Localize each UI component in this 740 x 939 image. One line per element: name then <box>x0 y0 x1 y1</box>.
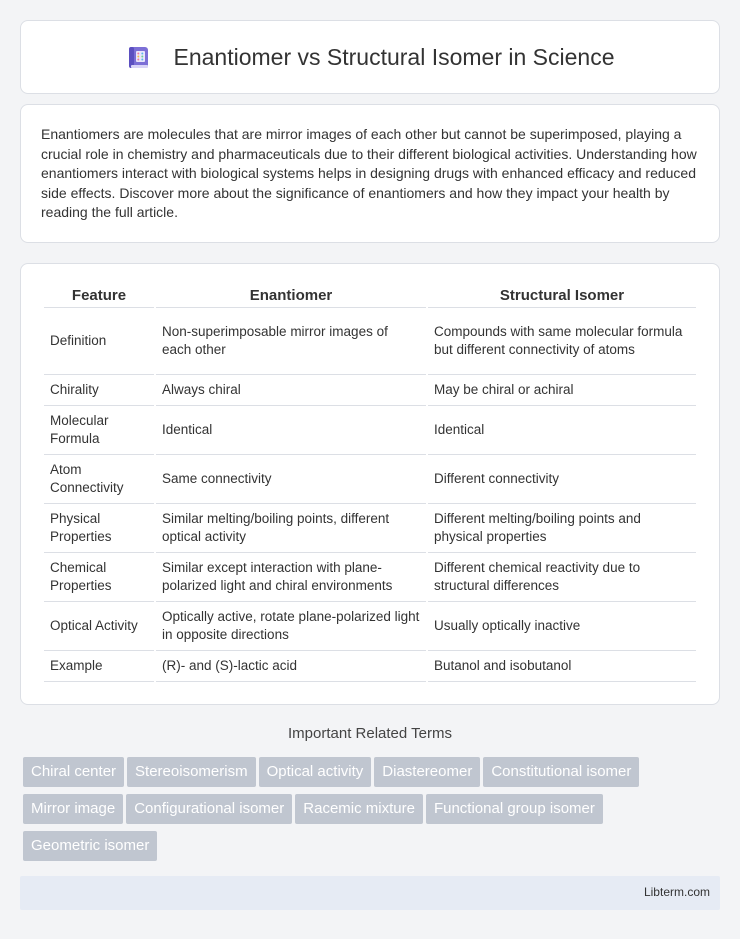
table-cell: Usually optically inactive <box>428 602 696 651</box>
table-row <box>44 651 696 682</box>
table-cell: (R)- and (S)-lactic acid <box>156 651 426 682</box>
comparison-card <box>20 263 720 705</box>
tag-racemic-mixture[interactable]: Racemic mixture <box>295 794 423 824</box>
table-cell: Compounds with same molecular formula but different connectivity of atoms <box>428 308 696 375</box>
column-header-structural-isomer: Structural Isomer <box>428 284 696 308</box>
related-terms-list <box>23 757 723 868</box>
table-cell: Identical <box>428 406 696 455</box>
table-row <box>44 602 696 651</box>
tag-chiral-center[interactable]: Chiral center <box>23 757 124 787</box>
intro-card <box>20 104 720 243</box>
table-cell: Atom Connectivity <box>44 455 154 504</box>
intro-text: Enantiomers are molecules that are mirror images of each other but cannot be superimposed, playing a crucial role in chemistry and pharmaceuticals due to their different biological activities. Understanding how enantiomers interact with biological systems helps in designing drugs with enhanced efficacy and reduced side effects. Discover more about the significance of enantiomers and how they impact your health by reading the full article. <box>41 126 697 221</box>
table-cell: Molecular Formula <box>44 406 154 455</box>
table-cell: Optical Activity <box>44 602 154 651</box>
table-cell: Optically active, rotate plane-polarized light in opposite directions <box>156 602 426 651</box>
tag-constitutional-isomer[interactable]: Constitutional isomer <box>483 757 639 787</box>
tag-diastereomer[interactable]: Diastereomer <box>374 757 480 787</box>
tag-geometric-isomer[interactable]: Geometric isomer <box>23 831 157 861</box>
table-cell: May be chiral or achiral <box>428 375 696 406</box>
table-cell: Chirality <box>44 375 154 406</box>
table-cell: Different connectivity <box>428 455 696 504</box>
footer <box>20 876 720 910</box>
table-row <box>44 504 696 553</box>
table-row <box>44 406 696 455</box>
comparison-table <box>42 284 698 682</box>
column-header-feature: Feature <box>44 284 154 308</box>
table-cell: Non-superimposable mirror images of each other <box>156 308 426 375</box>
book-icon <box>125 44 151 70</box>
table-row <box>44 455 696 504</box>
table-cell: Different chemical reactivity due to structural differences <box>428 553 696 602</box>
table-cell: Identical <box>156 406 426 455</box>
table-row <box>44 308 696 375</box>
table-cell: Same connectivity <box>156 455 426 504</box>
table-row <box>44 553 696 602</box>
table-cell: Physical Properties <box>44 504 154 553</box>
footer-site-link[interactable]: Libterm.com <box>643 885 710 899</box>
header-card <box>20 20 720 94</box>
table-cell: Chemical Properties <box>44 553 154 602</box>
tag-mirror-image[interactable]: Mirror image <box>23 794 123 824</box>
tag-optical-activity[interactable]: Optical activity <box>259 757 372 787</box>
page-title: Enantiomer vs Structural Isomer in Science <box>173 43 615 70</box>
table-cell: Butanol and isobutanol <box>428 651 696 682</box>
table-cell: Always chiral <box>156 375 426 406</box>
table-cell: Different melting/boiling points and physical properties <box>428 504 696 553</box>
table-cell: Similar except interaction with plane-polarized light and chiral environments <box>156 553 426 602</box>
table-row <box>44 375 696 406</box>
tag-functional-group-isomer[interactable]: Functional group isomer <box>426 794 603 824</box>
table-cell: Similar melting/boiling points, different optical activity <box>156 504 426 553</box>
column-header-enantiomer: Enantiomer <box>156 284 426 308</box>
header <box>125 44 614 71</box>
related-terms-title: Important Related Terms <box>288 725 452 742</box>
table-cell: Definition <box>44 308 154 375</box>
table-header-row <box>44 284 696 308</box>
tag-stereoisomerism[interactable]: Stereoisomerism <box>127 757 256 787</box>
table-cell: Example <box>44 651 154 682</box>
tag-configurational-isomer[interactable]: Configurational isomer <box>126 794 292 824</box>
